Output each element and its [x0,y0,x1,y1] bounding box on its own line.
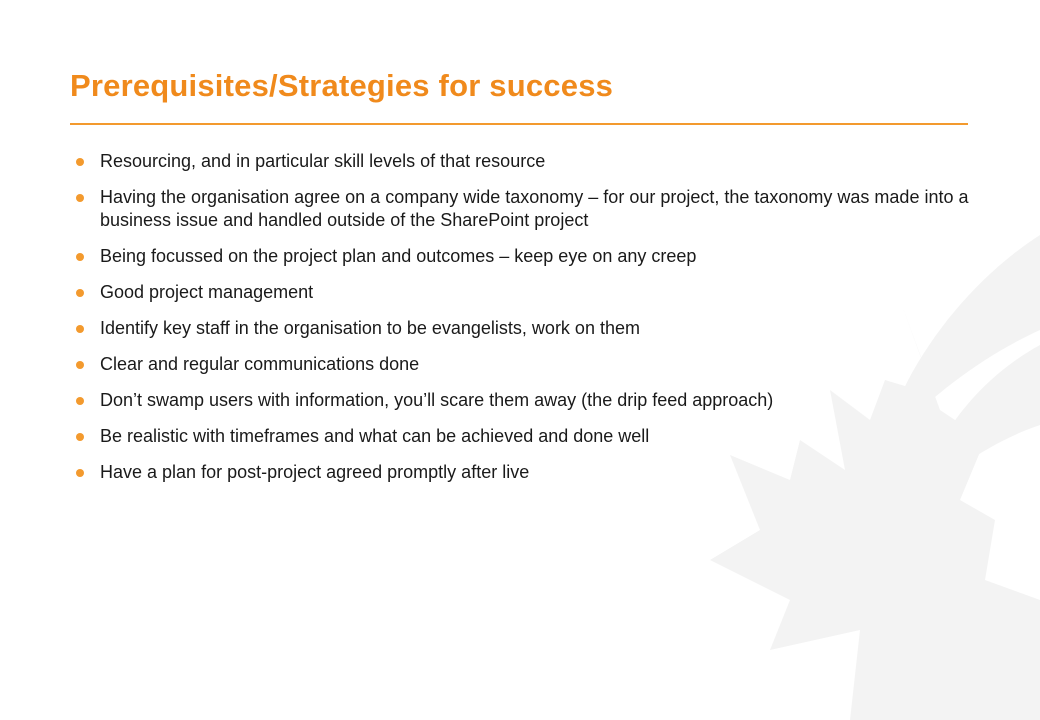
bullet-text: Be realistic with timeframes and what can be achieved and done well [100,426,650,446]
bullet-dot-icon [76,397,84,405]
bullet-text: Good project management [100,282,314,302]
bullet-dot-icon [76,469,84,477]
bullet-item [76,150,1006,173]
bullet-item [76,425,1006,448]
bullet-text: Clear and regular communications done [100,354,420,374]
bullet-list [76,150,1006,497]
bullet-text: Have a plan for post-project agreed promptly after live [100,462,530,482]
bullet-item [76,317,1006,340]
bullet-dot-icon [76,433,84,441]
bullet-text: Resourcing, and in particular skill levels of that resource [100,151,546,171]
bullet-item [76,389,1006,412]
bullet-dot-icon [76,361,84,369]
bullet-text: Being focussed on the project plan and outcomes – keep eye on any creep [100,246,697,266]
bullet-text: Identify key staff in the organisation to be evangelists, work on them [100,318,640,338]
bullet-text: Don’t swamp users with information, you’ll scare them away (the drip feed approach) [100,390,774,410]
bullet-dot-icon [76,289,84,297]
bullet-dot-icon [76,158,84,166]
slide-title: Prerequisites/Strategies for success [70,68,614,103]
bullet-item [76,186,1006,232]
title-divider [70,123,968,125]
bullet-dot-icon [76,194,84,202]
bullet-dot-icon [76,325,84,333]
bullet-text: Having the organisation agree on a company wide taxonomy – for our project, the taxonomy was made into a business issue and handled outside of the SharePoint project [100,187,969,230]
bullet-dot-icon [76,253,84,261]
bullet-item [76,353,1006,376]
bullet-item [76,245,1006,268]
bullet-item [76,461,1006,484]
bullet-item [76,281,1006,304]
